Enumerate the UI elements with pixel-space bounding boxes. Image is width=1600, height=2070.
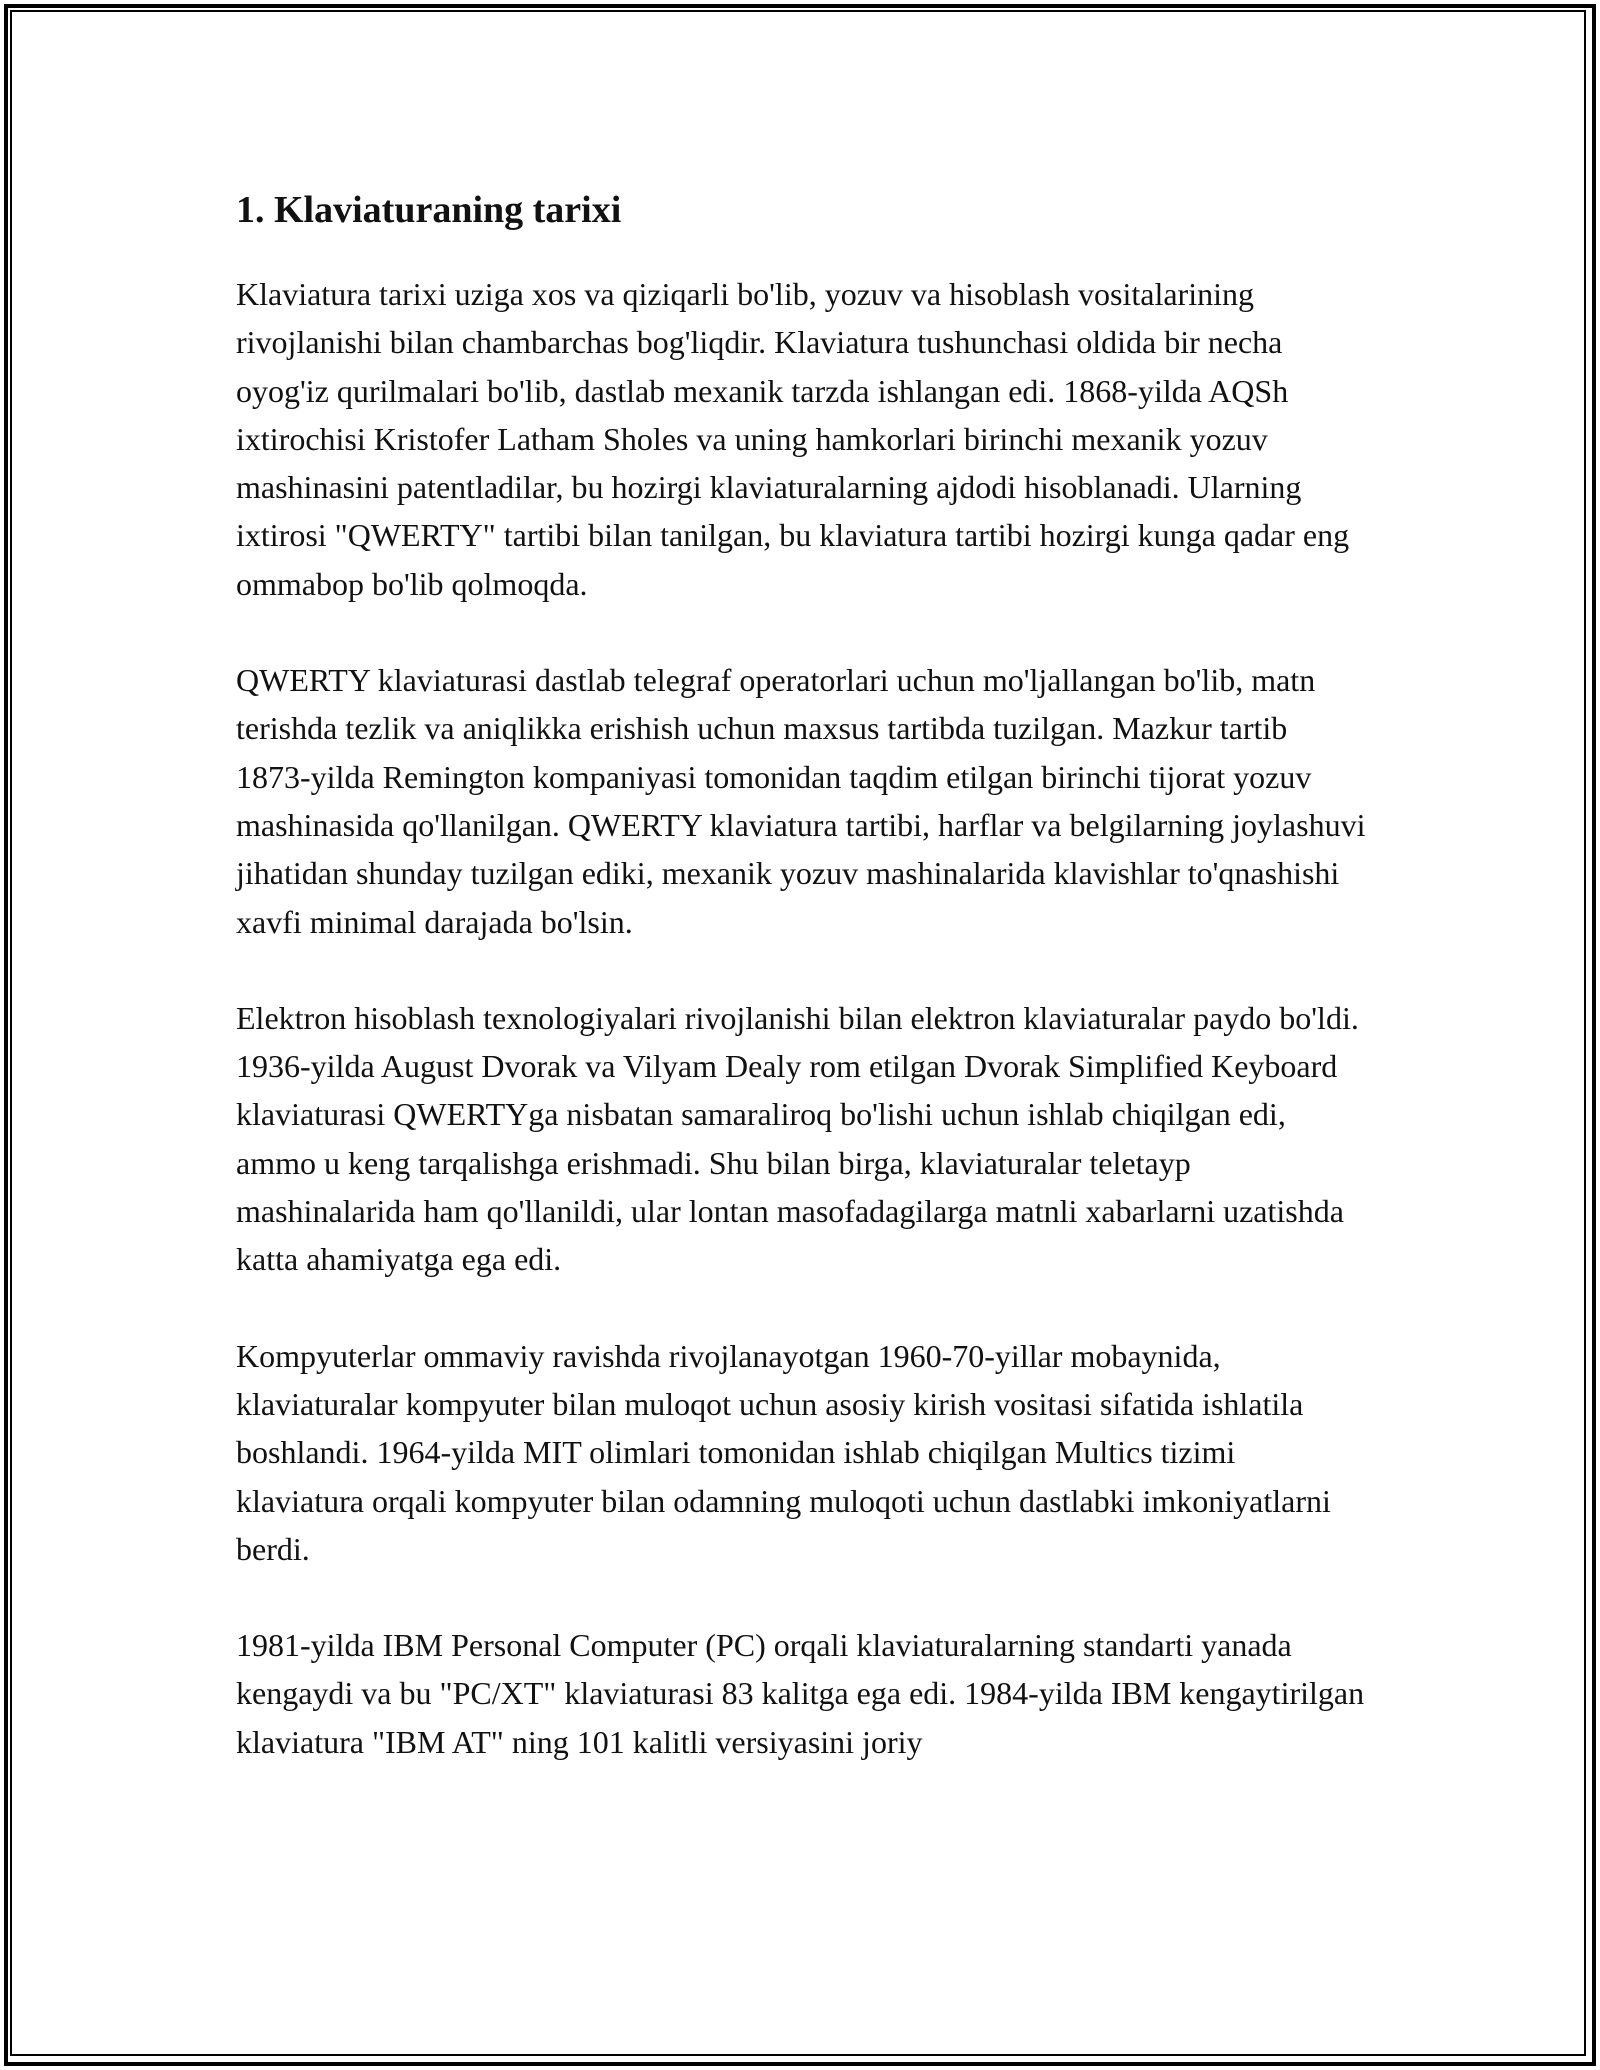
document-body bbox=[236, 186, 1366, 1814]
paragraph-qwerty: QWERTY klaviaturasi dastlab telegraf operatorlari uchun mo'ljallangan bo'lib, matn terishda tezlik va aniqlikka erishish uchun maxsus tartibda tuzilgan. Mazkur tartib 1873-yilda Remington kompaniyasi tomonidan taqdim etilgan birinchi tijorat yozuv mashinasida qo'llanilgan. QWERTY klaviatura tartibi, harflar va belgilarning joylashuvi jihatidan shunday tuzilgan ediki, mexanik yozuv mashinalarida klavishlar to'qnashishi xavfi minimal darajada bo'lsin. bbox=[236, 662, 1366, 940]
section-heading: 1. Klaviaturaning tarixi bbox=[236, 189, 622, 231]
paragraph-history-intro: Klaviatura tarixi uziga xos va qiziqarli bo'lib, yozuv va hisoblash vositalarining rivojlanishi bilan chambarchas bog'liqdir. Klaviatura tushunchasi oldida bir necha oyog'iz qurilmalari bo'lib, dastlab mexanik tarzda ishlangan edi. 1868-yilda AQSh ixtirochisi Kristofer Latham Sholes va uning hamkorlari birinchi mexanik yozuv mashinasini patentladilar, bu hozirgi klaviaturalarning ajdodi hisoblanadi. Ularning ixtirosi "QWERTY" tartibi bilan tanilgan, bu klaviatura tartibi hozirgi kunga qadar eng ommabop bo'lib qolmoqda. bbox=[236, 276, 1350, 602]
paragraph-electronic-keyboards: Elektron hisoblash texnologiyalari rivojlanishi bilan elektron klaviaturalar paydo bo'ldi. 1936-yilda August Dvorak va Vilyam Dealy rom etilgan Dvorak Simplified Keyboard klaviaturasi QWERTYga nisbatan samaraliroq bo'lishi uchun ishlab chiqilgan edi, ammo u keng tarqalishga erishmadi. Shu bilan birga, klaviaturalar teletayp mashinalarida ham qo'llanildi, ular lontan masofadagilarga matnli xabarlarni uzatishda katta ahamiyatga ega edi. bbox=[236, 999, 1359, 1278]
paragraph-ibm-pc: 1981-yilda IBM Personal Computer (PC) orqali klaviaturalarning standarti yanada kengaydi va bu "PC/XT" klaviaturasi 83 kalitga ega edi. 1984-yilda IBM kengaytirilgan klaviatura "IBM AT" ning 101 kalitli versiyasini joriy bbox=[236, 1627, 1365, 1760]
paragraph-computers: Kompyuterlar ommaviy ravishda rivojlanayotgan 1960-70-yillar mobaynida, klaviaturalar kompyuter bilan muloqot uchun asosiy kirish vositasi sifatida ishlatila boshlandi. 1964-yilda MIT olimlari tomonidan ishlab chiqilgan Multics tizimi klaviatura orqali kompyuter bilan odamning muloqoti uchun dastlabki imkoniyatlarni berdi. bbox=[236, 1337, 1331, 1567]
